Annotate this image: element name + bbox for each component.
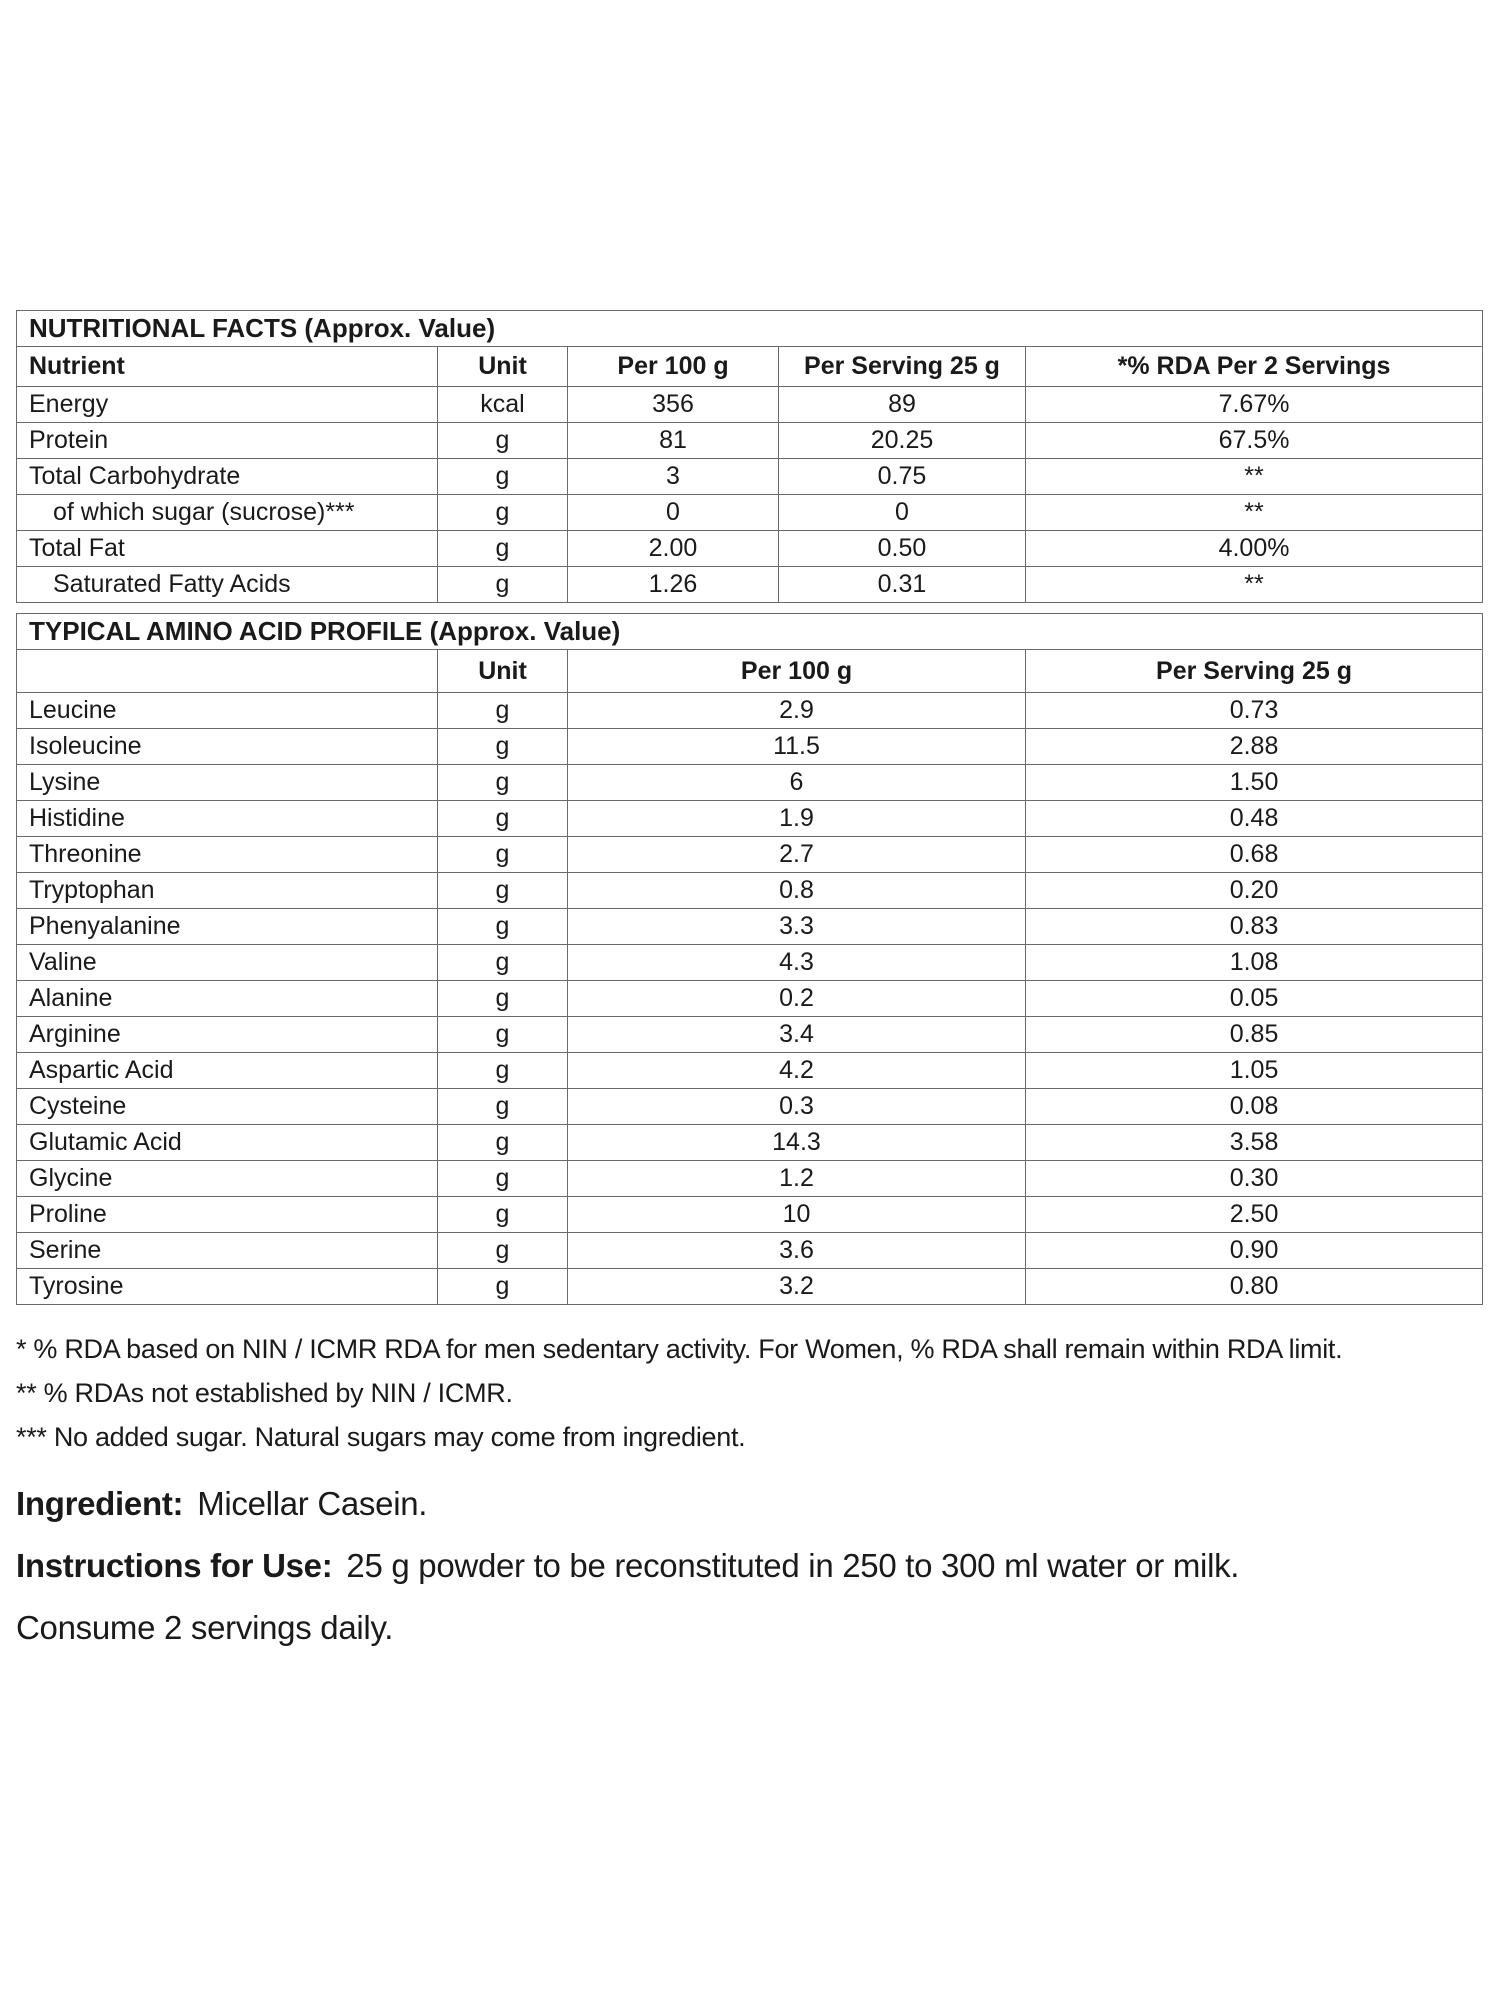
amino-row [17, 1053, 1483, 1089]
nutrient-per-100g: 81 [568, 423, 779, 459]
amino-per-100g: 3.6 [568, 1233, 1026, 1269]
instructions-line [16, 1535, 1482, 1597]
amino-unit: g [438, 945, 568, 981]
amino-per-serving: 1.05 [1026, 1053, 1483, 1089]
amino-row [17, 1269, 1483, 1305]
amino-per-100g: 0.3 [568, 1089, 1026, 1125]
amino-per-serving: 0.73 [1026, 693, 1483, 729]
nutrition-label-sheet [16, 310, 1482, 1659]
amino-name: Proline [17, 1197, 438, 1233]
nutrient-row [17, 459, 1483, 495]
amino-name: Cysteine [17, 1089, 438, 1125]
nutrient-name: Protein [17, 423, 438, 459]
nutrient-per-serving: 89 [779, 387, 1026, 423]
amino-row [17, 1017, 1483, 1053]
amino-unit: g [438, 873, 568, 909]
amino-unit: g [438, 801, 568, 837]
amino-row [17, 693, 1483, 729]
nutrient-per-serving: 20.25 [779, 423, 1026, 459]
amino-row [17, 1089, 1483, 1125]
nutrient-per-100g: 1.26 [568, 567, 779, 603]
amino-unit: g [438, 1197, 568, 1233]
amino-name: Leucine [17, 693, 438, 729]
amino-per-100g: 6 [568, 765, 1026, 801]
amino-per-serving: 3.58 [1026, 1125, 1483, 1161]
nutrient-name: Energy [17, 387, 438, 423]
nutrient-per-100g: 0 [568, 495, 779, 531]
amino-per-100g: 0.8 [568, 873, 1026, 909]
nutrient-per-100g: 356 [568, 387, 779, 423]
nutrient-row [17, 423, 1483, 459]
nutrient-rda: 7.67% [1026, 387, 1483, 423]
amino-per-serving: 0.08 [1026, 1089, 1483, 1125]
amino-per-100g: 3.3 [568, 909, 1026, 945]
amino-per-100g: 10 [568, 1197, 1026, 1233]
amino-per-100g: 4.3 [568, 945, 1026, 981]
amino-unit: g [438, 1233, 568, 1269]
nutrient-per-serving: 0.75 [779, 459, 1026, 495]
amino-name: Arginine [17, 1017, 438, 1053]
nutrient-rda: ** [1026, 567, 1483, 603]
amino-name: Threonine [17, 837, 438, 873]
amino-row [17, 801, 1483, 837]
footnote-rda-not-established: ** % RDAs not established by NIN / ICMR. [16, 1378, 513, 1408]
amino-row [17, 1125, 1483, 1161]
nutrient-name: Total Fat [17, 531, 438, 567]
instructions-label: Instructions for Use: [16, 1547, 333, 1584]
amino-unit: g [438, 1161, 568, 1197]
nutrient-rda: 4.00% [1026, 531, 1483, 567]
column-header-per-serving: Per Serving 25 g [779, 347, 1026, 387]
amino-per-100g: 11.5 [568, 729, 1026, 765]
amino-per-100g: 3.2 [568, 1269, 1026, 1305]
nutrient-per-serving: 0.50 [779, 531, 1026, 567]
amino-per-serving: 1.50 [1026, 765, 1483, 801]
amino-row [17, 981, 1483, 1017]
column-header-per-100g: Per 100 g [568, 650, 1026, 693]
amino-name: Tyrosine [17, 1269, 438, 1305]
nutrient-row [17, 531, 1483, 567]
amino-per-serving: 0.83 [1026, 909, 1483, 945]
amino-per-100g: 3.4 [568, 1017, 1026, 1053]
amino-table-title: TYPICAL AMINO ACID PROFILE (Approx. Value) [17, 614, 1483, 650]
amino-name: Alanine [17, 981, 438, 1017]
nutrient-per-100g: 2.00 [568, 531, 779, 567]
nutrient-per-100g: 3 [568, 459, 779, 495]
amino-header-row [17, 650, 1483, 693]
amino-per-serving: 0.48 [1026, 801, 1483, 837]
amino-row [17, 765, 1483, 801]
amino-name: Tryptophan [17, 873, 438, 909]
amino-name: Lysine [17, 765, 438, 801]
amino-per-serving: 0.30 [1026, 1161, 1483, 1197]
usage-info [16, 1473, 1482, 1659]
amino-unit: g [438, 981, 568, 1017]
column-header-unit: Unit [438, 347, 568, 387]
footnotes [16, 1327, 1482, 1459]
amino-row [17, 945, 1483, 981]
nutrient-unit: g [438, 495, 568, 531]
amino-unit: g [438, 909, 568, 945]
amino-unit: g [438, 693, 568, 729]
amino-per-100g: 2.9 [568, 693, 1026, 729]
amino-per-100g: 2.7 [568, 837, 1026, 873]
amino-per-serving: 0.90 [1026, 1233, 1483, 1269]
nutrient-row [17, 387, 1483, 423]
nutrient-per-serving: 0 [779, 495, 1026, 531]
ingredient-line [16, 1473, 1482, 1535]
amino-row [17, 729, 1483, 765]
footnote-no-added-sugar: *** No added sugar. Natural sugars may come from ingredient. [16, 1422, 746, 1452]
nutrient-unit: g [438, 459, 568, 495]
amino-acid-table [16, 613, 1483, 1305]
ingredient-value: Micellar Casein. [197, 1485, 428, 1522]
amino-unit: g [438, 1053, 568, 1089]
amino-per-serving: 0.85 [1026, 1017, 1483, 1053]
consume-line: Consume 2 servings daily. [16, 1609, 394, 1646]
amino-per-serving: 0.20 [1026, 873, 1483, 909]
amino-per-100g: 1.9 [568, 801, 1026, 837]
amino-per-100g: 0.2 [568, 981, 1026, 1017]
amino-name: Aspartic Acid [17, 1053, 438, 1089]
amino-per-100g: 14.3 [568, 1125, 1026, 1161]
amino-name: Valine [17, 945, 438, 981]
nutrient-unit: g [438, 567, 568, 603]
amino-name: Histidine [17, 801, 438, 837]
amino-per-serving: 2.88 [1026, 729, 1483, 765]
amino-unit: g [438, 1089, 568, 1125]
instructions-value: 25 g powder to be reconstituted in 250 to 300 ml water or milk. [346, 1547, 1240, 1584]
nutrient-rda: 67.5% [1026, 423, 1483, 459]
nutrient-per-serving: 0.31 [779, 567, 1026, 603]
amino-unit: g [438, 837, 568, 873]
amino-per-serving: 0.05 [1026, 981, 1483, 1017]
nutrient-rda: ** [1026, 495, 1483, 531]
nutrient-name: Total Carbohydrate [17, 459, 438, 495]
nutrition-table-title: NUTRITIONAL FACTS (Approx. Value) [17, 311, 1483, 347]
column-header-rda: *% RDA Per 2 Servings [1026, 347, 1483, 387]
amino-per-100g: 1.2 [568, 1161, 1026, 1197]
nutrient-row [17, 567, 1483, 603]
amino-row [17, 837, 1483, 873]
amino-name: Isoleucine [17, 729, 438, 765]
nutrient-unit: kcal [438, 387, 568, 423]
amino-name: Serine [17, 1233, 438, 1269]
column-header-amino-name [17, 650, 438, 693]
nutrition-facts-table [16, 310, 1483, 603]
amino-row [17, 909, 1483, 945]
amino-per-100g: 4.2 [568, 1053, 1026, 1089]
amino-row [17, 1197, 1483, 1233]
nutrient-row [17, 495, 1483, 531]
column-header-per-serving: Per Serving 25 g [1026, 650, 1483, 693]
amino-row [17, 1233, 1483, 1269]
amino-row [17, 873, 1483, 909]
nutrient-unit: g [438, 423, 568, 459]
footnote-rda-basis: * % RDA based on NIN / ICMR RDA for men sedentary activity. For Women, % RDA shall remain within RDA limit. [16, 1334, 1343, 1364]
column-header-unit: Unit [438, 650, 568, 693]
nutrient-unit: g [438, 531, 568, 567]
ingredient-label: Ingredient: [16, 1485, 184, 1522]
nutrient-name: of which sugar (sucrose)*** [17, 495, 438, 531]
nutrient-name: Saturated Fatty Acids [17, 567, 438, 603]
amino-row [17, 1161, 1483, 1197]
amino-per-serving: 1.08 [1026, 945, 1483, 981]
amino-per-serving: 0.80 [1026, 1269, 1483, 1305]
amino-unit: g [438, 1269, 568, 1305]
amino-name: Glycine [17, 1161, 438, 1197]
nutrition-header-row [17, 347, 1483, 387]
amino-per-serving: 2.50 [1026, 1197, 1483, 1233]
amino-unit: g [438, 1017, 568, 1053]
amino-name: Glutamic Acid [17, 1125, 438, 1161]
amino-unit: g [438, 765, 568, 801]
nutrient-rda: ** [1026, 459, 1483, 495]
column-header-per-100g: Per 100 g [568, 347, 779, 387]
amino-unit: g [438, 1125, 568, 1161]
column-header-nutrient: Nutrient [17, 347, 438, 387]
amino-unit: g [438, 729, 568, 765]
amino-per-serving: 0.68 [1026, 837, 1483, 873]
amino-name: Phenyalanine [17, 909, 438, 945]
